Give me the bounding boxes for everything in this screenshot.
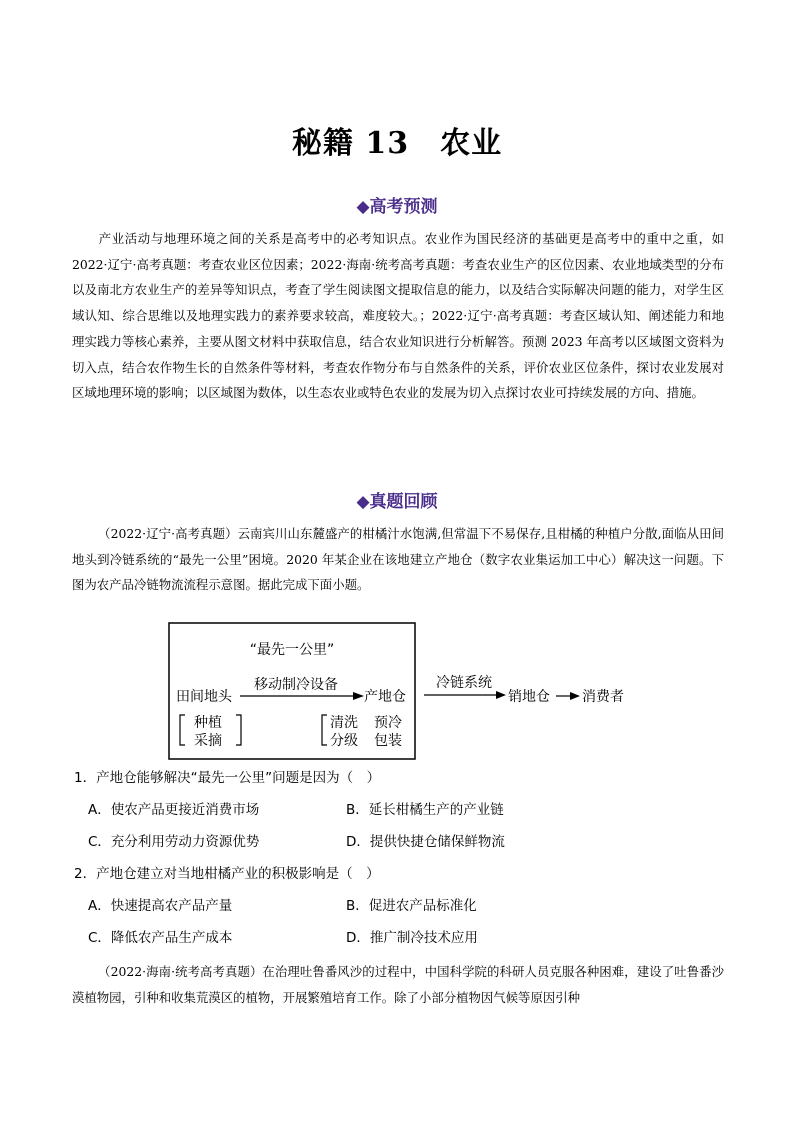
question-2-option-d[interactable]: D．推广制冷技术应用 [346, 930, 478, 946]
page-title: 秘籍 13 农业 [291, 126, 503, 161]
forecast-heading: ◆高考预测 [356, 197, 438, 217]
question-2-option-a[interactable]: A．快速提高农产品产量 [88, 898, 233, 914]
question-1-option-d[interactable]: D．提供快捷仓储保鲜物流 [346, 834, 505, 850]
arrow1-head [353, 692, 364, 700]
warehouse-step-grade: 分级 [330, 733, 358, 749]
origin-warehouse-label: 产地仓 [364, 689, 406, 705]
next-intro-text: （2022·海南·统考高考真题）在治理吐鲁番风沙的过程中，中国科学院的科研人员克服各种困难，建设了吐鲁番沙漠植物园，引种和收集荒漠区的植物，开展繁殖培育工作。除了小部分植物因气候等原因引种 [72, 964, 724, 1005]
forecast-paragraph [72, 226, 724, 406]
warehouse-steps-bracket [322, 715, 327, 745]
cold-chain-diagram [168, 621, 648, 761]
forecast-text: 产业活动与地理环境之间的关系是高考中的必考知识点。农业作为国民经济的基础更是高考中的重中之重，如 2022·辽宁·高考真题：考查农业区位因素；2022·海南·统考高考真题：考查农业生产的区位因素、农业地域类型的分布以及南北方农业生产的差异等知识点，考查了学生阅读图文提取信息的能力，以及结合实际解决问题的能力，对学生区域认知、综合思维以及地理实践力的素养要求较高，难度较大。；2022·辽宁·高考真题：考查区域认知、阐述能力和地理实践力等核心素养，主要从图文材料中获取信息，结合农业知识进行分析解答。预测 2023 年高考以区域图文资料为切入点，结合农作物生长的自然条件等材料，考查农作物分布与自然条件的关系，评价农业区位条件，探讨农业发展对区域地理环境的影响；以区域图为数体，以生态农业或特色农业的发展为切入点探讨农业可持续发展的方向、措施。 [72, 231, 724, 401]
field-step-pick: 采摘 [194, 733, 222, 749]
question-2-stem: 2．产地仓建立对当地柑橘产业的积极影响是（ ） [74, 866, 380, 882]
field-steps-bracket-left [180, 715, 185, 745]
arrow2-label: 冷链系统 [436, 675, 492, 691]
question-2-option-c[interactable]: C．降低农产品生产成本 [88, 930, 233, 946]
question-1-option-a[interactable]: A．使农产品更接近消费市场 [88, 802, 260, 818]
warehouse-step-precool: 预冷 [374, 715, 402, 731]
question-1-option-c[interactable]: C．充分利用劳动力资源优势 [88, 834, 260, 850]
question-2-option-b[interactable]: B．促进农产品标准化 [346, 898, 477, 914]
arrow3-head [570, 692, 580, 700]
field-step-plant: 种植 [194, 715, 222, 731]
field-label: 田间地头 [176, 689, 232, 705]
field-steps-bracket-right [236, 715, 241, 745]
next-intro-paragraph [72, 959, 724, 1010]
review-intro-text: （2022·辽宁·高考真题）云南宾川山东麓盛产的柑橘汁水饱满,但常温下不易保存,且柑橘的种植户分散,面临从田间地头到冷链系统的“最先一公里”困境。2020 年某企业在该地建立产地仓（数字农业集运加工中心）解决这一问题。下图为农产品冷链物流流程示意图。据此完成下面小题。 [72, 526, 724, 593]
warehouse-step-pack: 包装 [374, 733, 402, 749]
arrow2-head [496, 691, 506, 699]
review-heading: ◆真题回顾 [356, 492, 438, 512]
question-1-option-b[interactable]: B．延长柑橘生产的产业链 [346, 802, 504, 818]
question-1-stem: 1．产地仓能够解决“最先一公里”问题是因为（ ） [74, 770, 381, 786]
sales-warehouse-label: 销地仓 [508, 689, 550, 705]
consumer-label: 消费者 [582, 689, 624, 705]
arrow1-label: 移动制冷设备 [254, 677, 338, 693]
review-intro-paragraph [72, 521, 724, 598]
first-mile-title: “最先一公里” [249, 642, 335, 658]
warehouse-step-wash: 清洗 [330, 715, 358, 731]
